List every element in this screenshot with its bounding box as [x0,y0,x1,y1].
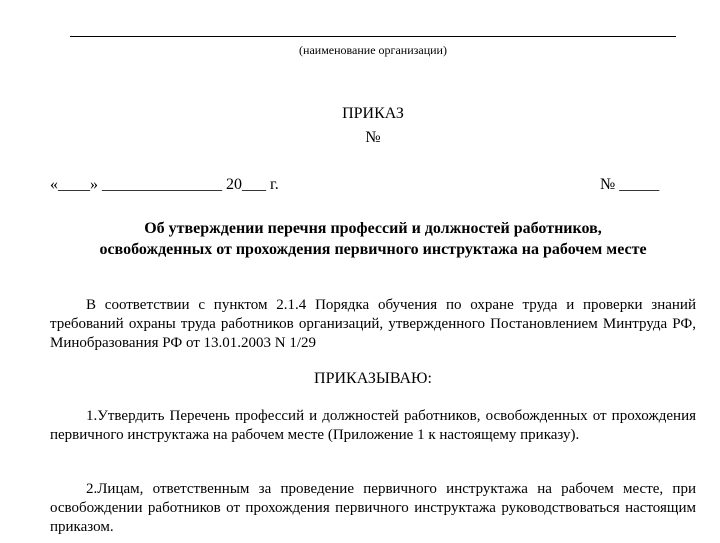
order-keyword: ПРИКАЗЫВАЮ: [314,370,432,387]
order-heading-line-2: освобожденных от прохождения первичного инструктажа на рабочем месте [99,241,647,258]
date-field: «____» _______________ 20___ г. [50,176,279,193]
preamble-paragraph: В соответствии с пунктом 2.1.4 Порядка обучения по охране труда и проверки знаний требований охраны труда работников организаций, утвержденного Постановлением Минтруда РФ, Минобразования РФ от 13.01.2003 N 1/29 [50,297,696,351]
organization-name-line [70,36,676,37]
order-item-2: 2.Лицам, ответственным за проведение первичного инструктажа на рабочем месте, при освобождении работников от прохождения первичного инструктажа руководствоваться настоящим приказом. [50,481,696,535]
order-item-1: 1.Утвердить Перечень профессий и должностей работников, освобожденных от прохождения первичного инструктажа на рабочем месте (Приложение 1 к настоящему приказу). [50,408,696,443]
organization-caption: (наименование организации) [299,43,447,57]
order-number-field: № _____ [600,176,660,193]
document-type-title: ПРИКАЗ [342,105,404,122]
document-number-sign: № [365,129,381,146]
order-heading-line-1: Об утверждении перечня профессий и должностей работников, [144,220,602,237]
